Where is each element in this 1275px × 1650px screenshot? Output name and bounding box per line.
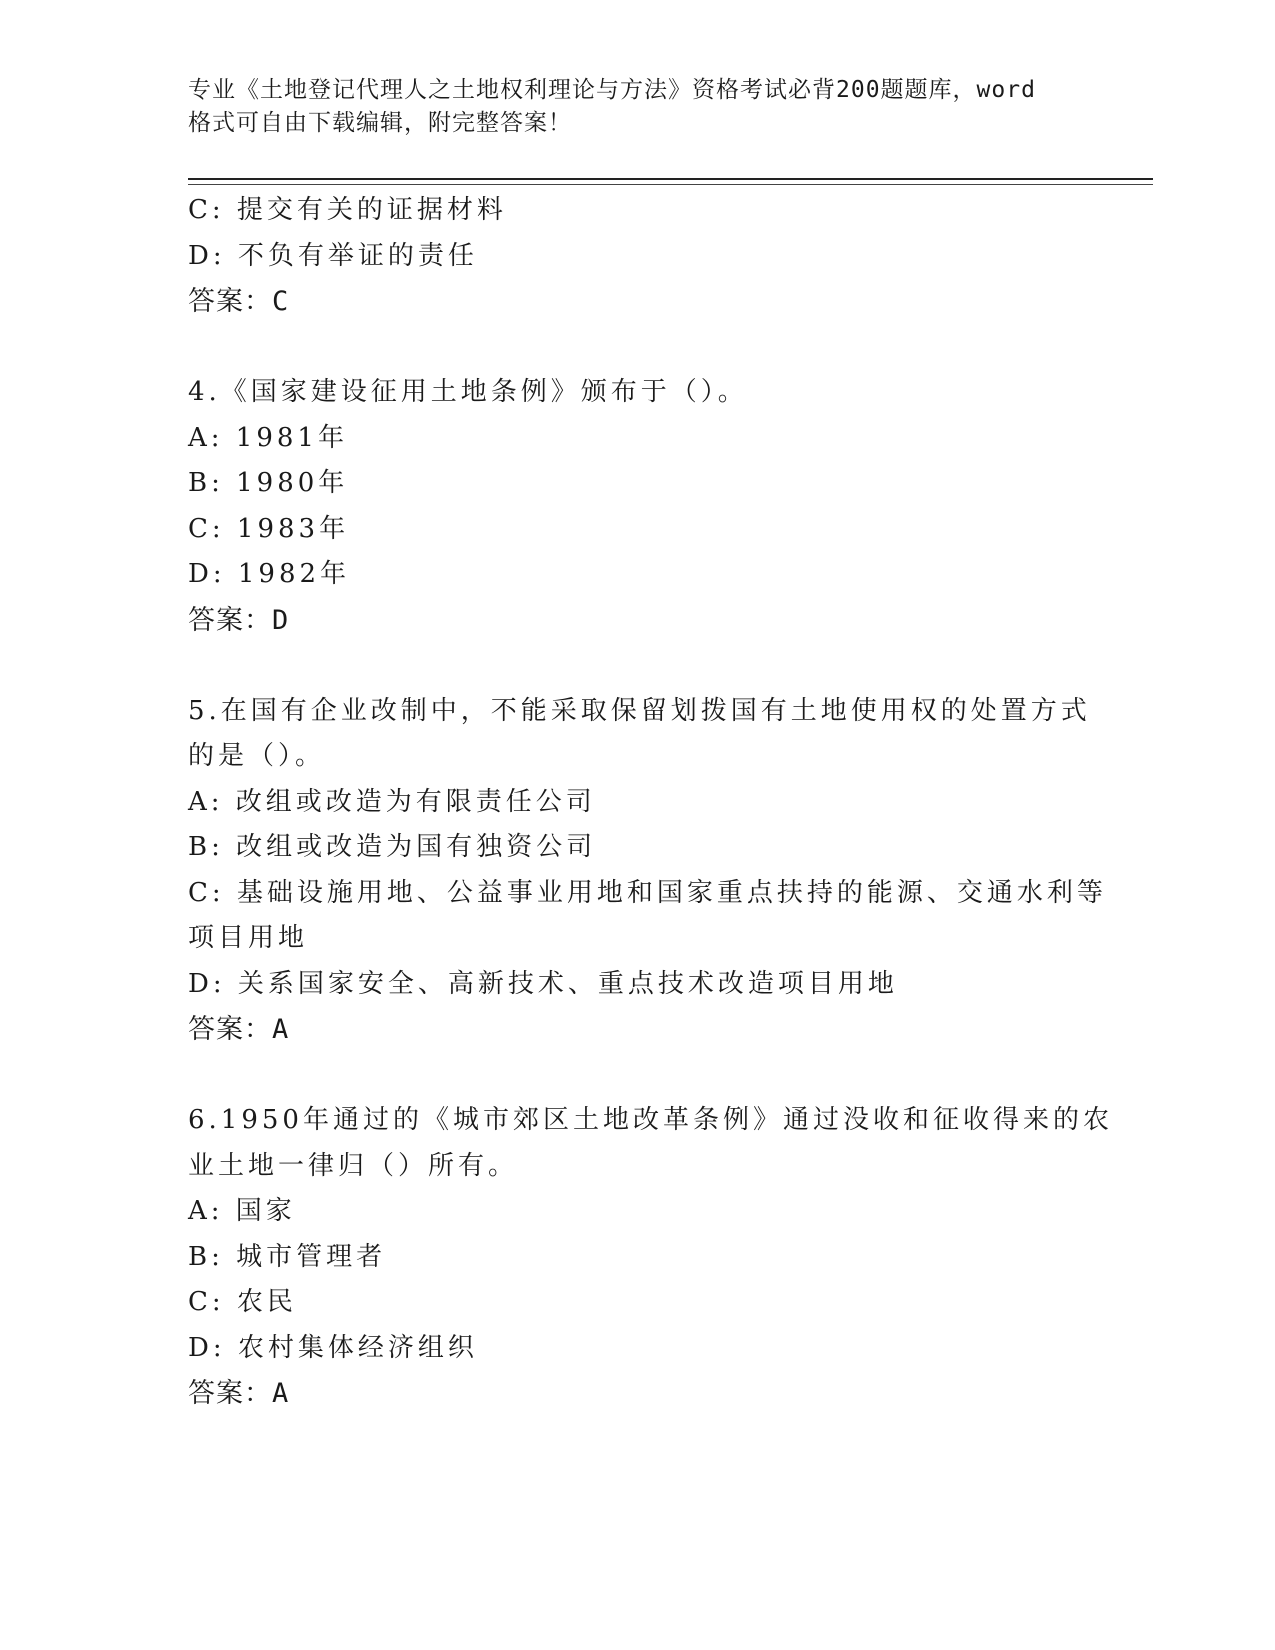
answer-label: 答案：: [188, 1378, 272, 1409]
answer-line: [188, 1371, 1088, 1417]
header-line-1: 专业《土地登记代理人之土地权利理论与方法》资格考试必背200题题库，word: [188, 77, 1036, 103]
question-text: 4.《国家建设征用土地条例》颁布于（）。: [188, 377, 748, 407]
answer-label: 答案：: [188, 604, 272, 636]
question-list: [188, 188, 1113, 1417]
answer-line: [188, 1007, 1088, 1053]
spacer: [188, 1053, 1088, 1099]
option-d: D: 农村集体经济组织: [188, 1332, 478, 1363]
spacer: [188, 325, 1088, 371]
answer-line: [188, 598, 1088, 644]
answer-value: A: [272, 1378, 290, 1409]
spacer: [188, 643, 1088, 689]
option-c-line-2: 项目用地: [188, 923, 309, 953]
answer-line: [188, 279, 1088, 325]
option-b: B: 城市管理者: [188, 1241, 387, 1272]
answer-value: A: [272, 1014, 290, 1045]
answer-value: D: [272, 604, 290, 636]
option-a: A: 国家: [188, 1196, 296, 1226]
question-text-line-2: 的是（）。: [188, 741, 326, 771]
question-6: [188, 1098, 1113, 1417]
question-text-line-1: 6.1950年通过的《城市郊区土地改革条例》通过没收和征收得来的农: [188, 1105, 1113, 1135]
header-line-2: 格式可自由下载编辑，附完整答案！: [188, 110, 572, 136]
document-header: [188, 74, 1068, 140]
answer-label: 答案：: [188, 1014, 272, 1045]
header-divider-thick: [188, 178, 1153, 180]
option-b: B: 改组或改造为国有独资公司: [188, 832, 597, 862]
option-c: C: 1983年: [188, 513, 350, 544]
answer-label: 答案：: [188, 286, 272, 317]
option-d: D: 不负有举证的责任: [188, 240, 478, 271]
header-divider-thin: [188, 184, 1153, 185]
option-b: B: 1980年: [188, 468, 349, 498]
question-text-line-1: 5.在国有企业改制中，不能采取保留划拨国有土地使用权的处置方式: [188, 695, 1091, 726]
option-a: A: 1981年: [188, 422, 348, 453]
question-5: [188, 689, 1107, 1053]
option-c-line-1: C: 基础设施用地、公益事业用地和国家重点扶持的能源、交通水利等: [188, 877, 1107, 908]
option-c: C: 农民: [188, 1287, 297, 1317]
question-3: [188, 188, 1088, 325]
question-4: [188, 370, 1088, 643]
question-text-line-2: 业土地一律归（）所有。: [188, 1150, 519, 1181]
option-d: D: 关系国家安全、高新技术、重点技术改造项目用地: [188, 968, 898, 999]
option-a: A: 改组或改造为有限责任公司: [188, 786, 596, 817]
option-d: D: 1982年: [188, 559, 351, 589]
option-c: C: 提交有关的证据材料: [188, 195, 507, 225]
answer-value: C: [272, 286, 290, 317]
